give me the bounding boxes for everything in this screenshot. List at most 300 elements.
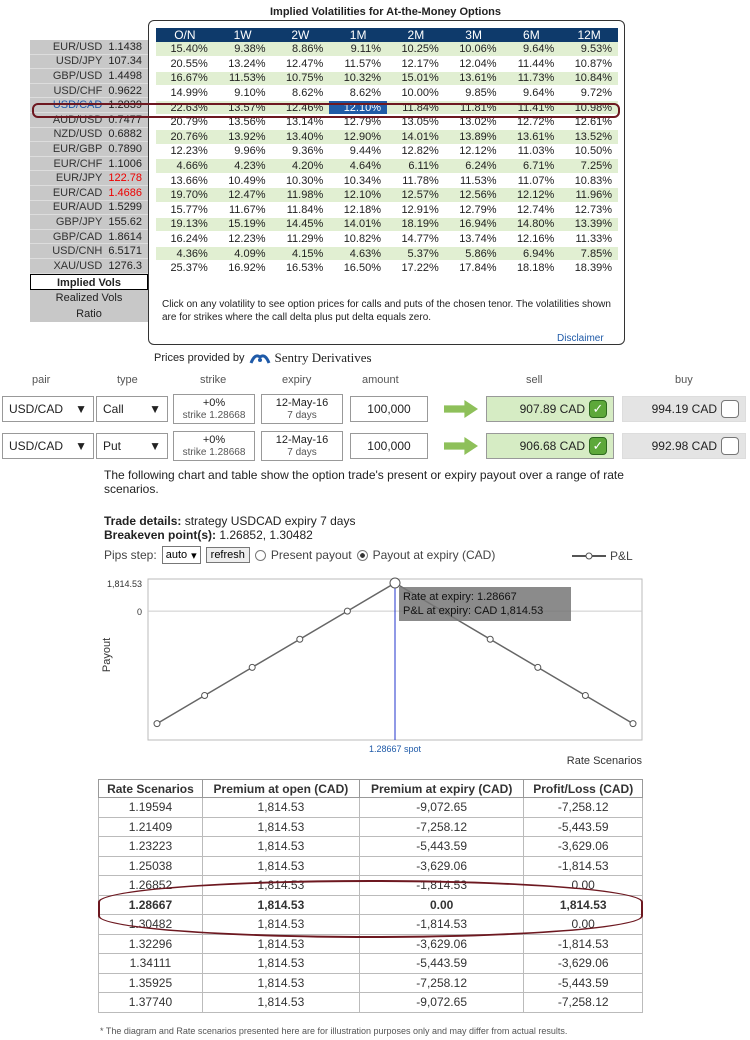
buy-price[interactable] <box>622 396 746 422</box>
trade-details <box>104 514 355 542</box>
footnote: * The diagram and Rate scenarios presented here are for illustration purposes only and may differ from actual results. <box>100 1026 568 1036</box>
pair-rate: 1.2839 <box>108 99 142 112</box>
pair-row[interactable] <box>30 40 148 55</box>
vol-cell[interactable]: 13.40% <box>272 130 330 145</box>
pair-name: USD/CNH <box>52 245 103 258</box>
table-cell: 1,814.53 <box>202 993 359 1013</box>
vol-grid <box>156 28 618 276</box>
pair-row[interactable] <box>30 84 148 99</box>
table-row <box>99 973 643 993</box>
vol-cell[interactable]: 14.77% <box>387 232 445 247</box>
table-cell: 1,814.53 <box>202 973 359 993</box>
vol-cell[interactable]: 15.01% <box>387 71 445 86</box>
vol-tab-2[interactable]: Ratio <box>30 306 148 322</box>
vol-cell[interactable]: 15.40% <box>156 42 214 57</box>
strike-field[interactable] <box>173 394 255 424</box>
table-cell: 1.34111 <box>99 954 203 974</box>
pair-row[interactable] <box>30 171 148 186</box>
pair-select[interactable] <box>2 433 94 459</box>
data-point[interactable] <box>249 664 255 670</box>
vol-cell[interactable]: 12.17% <box>387 57 445 72</box>
vol-cell[interactable]: 14.80% <box>503 217 561 232</box>
tenor-header: 3M <box>445 28 503 42</box>
pair-rate: 1.5299 <box>108 201 142 214</box>
vol-row <box>156 246 618 261</box>
tenor-header: 6M <box>503 28 561 42</box>
strike-field[interactable] <box>173 431 255 461</box>
vol-cell[interactable]: 12.23% <box>156 144 214 159</box>
vol-cell[interactable]: 9.85% <box>445 86 503 101</box>
vol-row <box>156 159 618 174</box>
vol-cell[interactable]: 10.82% <box>329 232 387 247</box>
vol-cell[interactable]: 10.75% <box>272 71 330 86</box>
vol-cell[interactable]: 13.24% <box>214 57 272 72</box>
vol-cell[interactable]: 12.23% <box>214 232 272 247</box>
pair-row[interactable] <box>30 201 148 216</box>
vol-cell[interactable]: 7.85% <box>560 246 618 261</box>
amount-field[interactable]: 100,000 <box>350 396 428 422</box>
table-cell: 1.35925 <box>99 973 203 993</box>
pair-rate: 1.1006 <box>108 157 142 170</box>
vol-cell[interactable]: 12.18% <box>329 203 387 218</box>
vol-cell[interactable]: 13.05% <box>387 115 445 130</box>
vol-cell[interactable]: 9.36% <box>272 144 330 159</box>
table-row <box>99 993 643 1013</box>
vol-cell[interactable]: 6.94% <box>503 246 561 261</box>
vol-cell[interactable]: 11.57% <box>329 57 387 72</box>
trade-details-value: strategy USDCAD expiry 7 days <box>184 514 356 528</box>
vol-cell[interactable]: 14.99% <box>156 86 214 101</box>
data-point[interactable] <box>344 608 350 614</box>
pair-row[interactable] <box>30 142 148 157</box>
vol-cell[interactable]: 11.03% <box>503 144 561 159</box>
breakeven-value: 1.26852, 1.30482 <box>219 528 313 542</box>
vol-cell[interactable]: 11.53% <box>445 173 503 188</box>
table-cell: -3,629.06 <box>524 954 643 974</box>
chevron-down-icon: ▼ <box>149 402 161 416</box>
vol-cell[interactable]: 11.53% <box>214 71 272 86</box>
strike-value: strike 1.28668 <box>182 410 246 421</box>
col-type: type <box>117 374 138 386</box>
tooltip-rate: Rate at expiry: 1.28667 <box>403 591 517 603</box>
order-row <box>0 396 750 424</box>
vol-cell[interactable]: 8.62% <box>329 86 387 101</box>
x-axis-label: Rate Scenarios <box>566 755 642 767</box>
table-cell: -3,629.06 <box>524 837 643 857</box>
col-pair: pair <box>32 374 51 386</box>
table-cell: 1.30482 <box>99 915 203 935</box>
table-cell: 1.28667 <box>99 895 203 915</box>
vol-cell[interactable]: 13.89% <box>445 130 503 145</box>
vol-tab-1[interactable]: Realized Vols <box>30 290 148 306</box>
vol-cell[interactable]: 12.72% <box>503 115 561 130</box>
tenor-header: O/N <box>156 28 214 42</box>
pair-select[interactable] <box>2 396 94 422</box>
vol-cell[interactable]: 10.98% <box>560 100 618 115</box>
vol-cell[interactable]: 13.02% <box>445 115 503 130</box>
vol-row <box>156 86 618 101</box>
vol-cell[interactable]: 11.07% <box>503 173 561 188</box>
tenor-header: 1W <box>214 28 272 42</box>
vol-cell[interactable]: 12.61% <box>560 115 618 130</box>
chart-description: The following chart and table show the option trade's present or expiry payout over a range of rate scenarios. <box>104 468 624 496</box>
sell-price[interactable] <box>486 433 614 459</box>
table-header: Rate Scenarios <box>99 780 203 798</box>
vol-cell[interactable]: 10.34% <box>329 173 387 188</box>
table-cell: -1,814.53 <box>524 934 643 954</box>
vol-cell[interactable]: 18.19% <box>387 217 445 232</box>
table-row <box>99 817 643 837</box>
vol-cell[interactable]: 18.18% <box>503 261 561 276</box>
vol-cell[interactable]: 12.90% <box>329 130 387 145</box>
expiry-field[interactable] <box>261 431 343 461</box>
vol-cell[interactable]: 6.11% <box>387 159 445 174</box>
vol-cell[interactable]: 12.79% <box>445 203 503 218</box>
refresh-button[interactable]: refresh <box>206 547 250 563</box>
breakeven-label: Breakeven point(s): <box>104 528 217 542</box>
vol-cell[interactable]: 16.53% <box>272 261 330 276</box>
sell-price[interactable] <box>486 396 614 422</box>
vol-cell[interactable]: 12.57% <box>387 188 445 203</box>
vol-cell[interactable]: 22.63% <box>156 100 214 115</box>
chart-controls <box>104 546 495 564</box>
vol-cell[interactable]: 12.47% <box>272 57 330 72</box>
vol-cell[interactable]: 10.06% <box>445 42 503 57</box>
vol-cell[interactable]: 11.78% <box>387 173 445 188</box>
page-title: Implied Volatilities for At-the-Money Options <box>270 6 502 18</box>
data-point[interactable] <box>202 692 208 698</box>
vol-cell[interactable]: 12.74% <box>503 203 561 218</box>
vol-cell[interactable]: 18.39% <box>560 261 618 276</box>
expiry-radio[interactable] <box>357 550 368 561</box>
pair-name: GBP/JPY <box>55 215 103 228</box>
vol-cell[interactable]: 12.82% <box>387 144 445 159</box>
vol-cell[interactable]: 12.91% <box>387 203 445 218</box>
pair-name: NZD/USD <box>53 128 103 141</box>
vol-cell[interactable]: 9.96% <box>214 144 272 159</box>
vol-cell[interactable]: 10.32% <box>329 71 387 86</box>
vol-cell[interactable]: 13.52% <box>560 130 618 145</box>
vol-cell[interactable]: 13.39% <box>560 217 618 232</box>
pair-row[interactable] <box>30 186 148 201</box>
pair-row[interactable] <box>30 230 148 245</box>
data-point[interactable] <box>154 721 160 727</box>
expiry-field[interactable] <box>261 394 343 424</box>
vol-cell[interactable]: 16.67% <box>156 71 214 86</box>
vol-tab-0[interactable]: Implied Vols <box>30 274 148 290</box>
pair-name: GBP/USD <box>52 69 103 82</box>
vol-cell[interactable]: 9.64% <box>503 86 561 101</box>
tenor-header: 1M <box>329 28 387 42</box>
table-cell: 0.00 <box>524 876 643 896</box>
checked-checkbox-icon[interactable]: ✓ <box>589 437 607 455</box>
vol-cell[interactable]: 16.94% <box>445 217 503 232</box>
pair-rate: 0.7477 <box>108 113 142 126</box>
data-point[interactable] <box>297 636 303 642</box>
data-point[interactable] <box>390 578 400 588</box>
col-sell: sell <box>526 374 543 386</box>
vol-cell[interactable]: 15.77% <box>156 203 214 218</box>
table-cell: 1,814.53 <box>202 856 359 876</box>
vol-cell[interactable]: 25.37% <box>156 261 214 276</box>
table-cell: -5,443.59 <box>359 954 523 974</box>
vol-cell[interactable]: 11.73% <box>503 71 561 86</box>
arrow-right-icon <box>444 437 478 455</box>
disclaimer-link[interactable]: Disclaimer <box>557 333 604 344</box>
trade-details-label: Trade details: <box>104 514 182 528</box>
vol-cell[interactable]: 11.41% <box>503 100 561 115</box>
vol-cell[interactable]: 11.98% <box>272 188 330 203</box>
vol-cell[interactable]: 14.45% <box>272 217 330 232</box>
pair-rate: 1.1438 <box>108 40 142 53</box>
data-point[interactable] <box>487 636 493 642</box>
type-select[interactable] <box>96 433 168 459</box>
vol-cell[interactable]: 12.16% <box>503 232 561 247</box>
vol-cell[interactable]: 6.24% <box>445 159 503 174</box>
vol-cell[interactable]: 13.14% <box>272 115 330 130</box>
present-radio[interactable] <box>255 550 266 561</box>
vol-cell[interactable]: 12.56% <box>445 188 503 203</box>
table-header: Premium at expiry (CAD) <box>359 780 523 798</box>
vol-cell[interactable]: 19.13% <box>156 217 214 232</box>
table-cell: -7,258.12 <box>359 817 523 837</box>
data-point[interactable] <box>630 721 636 727</box>
vol-cell[interactable]: 17.22% <box>387 261 445 276</box>
table-cell: -7,258.12 <box>524 798 643 818</box>
buy-value: 992.98 CAD <box>651 439 717 453</box>
checkbox-icon[interactable] <box>721 400 739 418</box>
pair-row[interactable] <box>30 244 148 259</box>
table-cell: 1,814.53 <box>202 915 359 935</box>
vol-cell[interactable]: 4.36% <box>156 246 214 261</box>
buy-price[interactable] <box>622 433 746 459</box>
pair-row[interactable] <box>30 157 148 172</box>
vol-cell[interactable]: 5.37% <box>387 246 445 261</box>
pair-rate: 1.4686 <box>108 186 142 199</box>
vol-cell[interactable]: 11.96% <box>560 188 618 203</box>
vol-cell[interactable]: 10.87% <box>560 57 618 72</box>
vol-cell[interactable]: 10.50% <box>560 144 618 159</box>
order-type: Call <box>103 402 124 416</box>
order-row <box>0 433 750 461</box>
table-cell: 1,814.53 <box>202 954 359 974</box>
tenor-header: 12M <box>560 28 618 42</box>
sell-value: 907.89 CAD <box>519 402 585 416</box>
pips-label: Pips step: <box>104 548 157 562</box>
strike-pct: +0% <box>202 397 226 409</box>
table-cell: 1.23223 <box>99 837 203 857</box>
vol-cell[interactable]: 12.10% <box>329 188 387 203</box>
vol-cell[interactable]: 9.10% <box>214 86 272 101</box>
vol-cell[interactable]: 15.19% <box>214 217 272 232</box>
pair-list <box>30 40 148 322</box>
table-cell: 1,814.53 <box>202 817 359 837</box>
vol-cell[interactable]: 11.81% <box>445 100 503 115</box>
vol-cell[interactable]: 10.84% <box>560 71 618 86</box>
table-cell: -9,072.65 <box>359 993 523 1013</box>
vol-cell[interactable]: 4.66% <box>156 159 214 174</box>
type-select[interactable] <box>96 396 168 422</box>
pair-rate: 155.62 <box>108 215 142 228</box>
pair-name: EUR/CHF <box>53 157 103 170</box>
vol-row <box>156 173 618 188</box>
vol-cell[interactable]: 13.57% <box>214 100 272 115</box>
tenor-header: 2W <box>272 28 330 42</box>
vol-cell[interactable]: 4.20% <box>272 159 330 174</box>
data-point[interactable] <box>535 664 541 670</box>
spot-label: 1.28667 spot <box>368 744 422 754</box>
pair-name: USD/JPY <box>55 55 103 68</box>
order-type: Put <box>103 439 122 453</box>
expiry-days: 7 days <box>287 410 317 421</box>
vol-cell[interactable]: 9.38% <box>214 42 272 57</box>
vol-row <box>156 203 618 218</box>
vol-cell[interactable]: 9.72% <box>560 86 618 101</box>
table-cell: 1.21409 <box>99 817 203 837</box>
vol-cell[interactable]: 11.33% <box>560 232 618 247</box>
vol-cell[interactable]: 10.25% <box>387 42 445 57</box>
vol-cell[interactable]: 16.24% <box>156 232 214 247</box>
data-point[interactable] <box>582 692 588 698</box>
pair-row[interactable] <box>30 128 148 143</box>
vol-cell[interactable]: 8.62% <box>272 86 330 101</box>
vol-cell[interactable]: 9.44% <box>329 144 387 159</box>
vol-cell[interactable]: 5.86% <box>445 246 503 261</box>
table-cell: -5,443.59 <box>524 973 643 993</box>
vol-cell[interactable]: 13.92% <box>214 130 272 145</box>
pair-name: GBP/CAD <box>52 230 103 243</box>
vol-row <box>156 261 618 276</box>
vol-cell[interactable]: 11.84% <box>272 203 330 218</box>
table-cell: -9,072.65 <box>359 798 523 818</box>
vol-cell[interactable]: 14.01% <box>329 217 387 232</box>
vol-cell[interactable]: 4.09% <box>214 246 272 261</box>
vol-cell[interactable]: 9.64% <box>503 42 561 57</box>
pair-name: AUD/USD <box>52 113 103 126</box>
pair-row[interactable] <box>30 259 148 274</box>
vol-cell[interactable]: 10.49% <box>214 173 272 188</box>
vol-cell[interactable]: 20.55% <box>156 57 214 72</box>
expiry-date: 12-May-16 <box>275 397 329 409</box>
vol-cell[interactable]: 12.12% <box>503 188 561 203</box>
ytick-zero: 0 <box>136 607 142 618</box>
vol-cell[interactable]: 16.50% <box>329 261 387 276</box>
table-row <box>99 856 643 876</box>
vol-cell[interactable]: 13.74% <box>445 232 503 247</box>
vol-cell[interactable]: 20.76% <box>156 130 214 145</box>
y-axis-label: Payout <box>101 637 113 673</box>
vol-cell[interactable]: 7.25% <box>560 159 618 174</box>
checked-checkbox-icon[interactable]: ✓ <box>589 400 607 418</box>
vol-row <box>156 130 618 145</box>
vol-cell[interactable]: 8.86% <box>272 42 330 57</box>
checkbox-icon[interactable] <box>721 437 739 455</box>
vol-cell[interactable]: 11.44% <box>503 57 561 72</box>
vol-cell[interactable]: 4.15% <box>272 246 330 261</box>
vol-cell[interactable]: 16.92% <box>214 261 272 276</box>
vol-row <box>156 188 618 203</box>
vol-cell[interactable]: 13.66% <box>156 173 214 188</box>
vol-cell[interactable]: 9.11% <box>329 42 387 57</box>
vol-cell[interactable]: 9.53% <box>560 42 618 57</box>
vol-cell[interactable]: 13.61% <box>503 130 561 145</box>
vol-cell[interactable]: 12.12% <box>445 144 503 159</box>
expiry-days: 7 days <box>287 447 317 458</box>
table-cell: -1,814.53 <box>359 876 523 896</box>
vol-cell[interactable]: 12.46% <box>272 100 330 115</box>
pips-select[interactable] <box>162 546 201 564</box>
vol-cell[interactable]: 19.70% <box>156 188 214 203</box>
vol-cell[interactable]: 12.47% <box>214 188 272 203</box>
vol-cell[interactable]: 11.29% <box>272 232 330 247</box>
tenor-header: 2M <box>387 28 445 42</box>
col-buy: buy <box>675 374 693 386</box>
table-cell: 1,814.53 <box>202 934 359 954</box>
vol-cell[interactable]: 12.79% <box>329 115 387 130</box>
vol-cell[interactable]: 14.01% <box>387 130 445 145</box>
pair-name: EUR/AUD <box>52 201 103 214</box>
sentry-logo-icon <box>249 351 271 365</box>
vol-cell[interactable]: 13.56% <box>214 115 272 130</box>
vol-cell[interactable]: 4.64% <box>329 159 387 174</box>
pair-name: XAU/USD <box>53 259 103 272</box>
vol-cell[interactable]: 20.79% <box>156 115 214 130</box>
pair-name: USD/CAD <box>52 99 103 112</box>
chevron-down-icon: ▾ <box>191 549 197 562</box>
pair-rate: 0.9622 <box>108 84 142 97</box>
col-strike: strike <box>200 374 227 386</box>
pips-value: auto <box>165 549 188 561</box>
col-amount: amount <box>362 374 399 386</box>
strike-pct: +0% <box>202 434 226 446</box>
vol-cell[interactable]: 4.63% <box>329 246 387 261</box>
chart-legend <box>572 549 633 563</box>
vol-cell[interactable]: 6.71% <box>503 159 561 174</box>
vol-row <box>156 232 618 247</box>
vol-cell[interactable]: 11.84% <box>387 100 445 115</box>
ytick-max: 1,814.53 <box>106 579 142 589</box>
pair-rate: 1276.3 <box>108 259 142 272</box>
vol-cell[interactable]: 10.83% <box>560 173 618 188</box>
vol-cell[interactable]: 12.10% <box>329 100 387 115</box>
highlight-usdcad <box>32 103 620 118</box>
table-cell: 1,814.53 <box>202 837 359 857</box>
vol-cell[interactable]: 4.23% <box>214 159 272 174</box>
pair-name: EUR/CAD <box>52 186 103 199</box>
pair-name: EUR/USD <box>52 40 103 53</box>
vol-cell[interactable]: 10.00% <box>387 86 445 101</box>
table-cell: 1,814.53 <box>524 895 643 915</box>
vol-cell[interactable]: 10.30% <box>272 173 330 188</box>
vol-cell[interactable]: 17.84% <box>445 261 503 276</box>
vol-cell[interactable]: 12.04% <box>445 57 503 72</box>
provider-name: Sentry Derivatives <box>274 350 372 365</box>
table-cell: -5,443.59 <box>524 817 643 837</box>
table-cell: 0.00 <box>359 895 523 915</box>
pair-rate: 122.78 <box>108 172 142 185</box>
pair-row[interactable] <box>30 215 148 230</box>
vol-cell[interactable]: 12.73% <box>560 203 618 218</box>
pair-row[interactable] <box>30 69 148 84</box>
provided-by-label: Prices provided by <box>154 352 245 364</box>
amount-field[interactable]: 100,000 <box>350 433 428 459</box>
vol-cell[interactable]: 11.67% <box>214 203 272 218</box>
pair-rate: 1.4498 <box>108 69 142 82</box>
table-cell: 1.26852 <box>99 876 203 896</box>
vol-cell[interactable]: 13.61% <box>445 71 503 86</box>
pair-row[interactable] <box>30 55 148 70</box>
table-cell: 1.25038 <box>99 856 203 876</box>
